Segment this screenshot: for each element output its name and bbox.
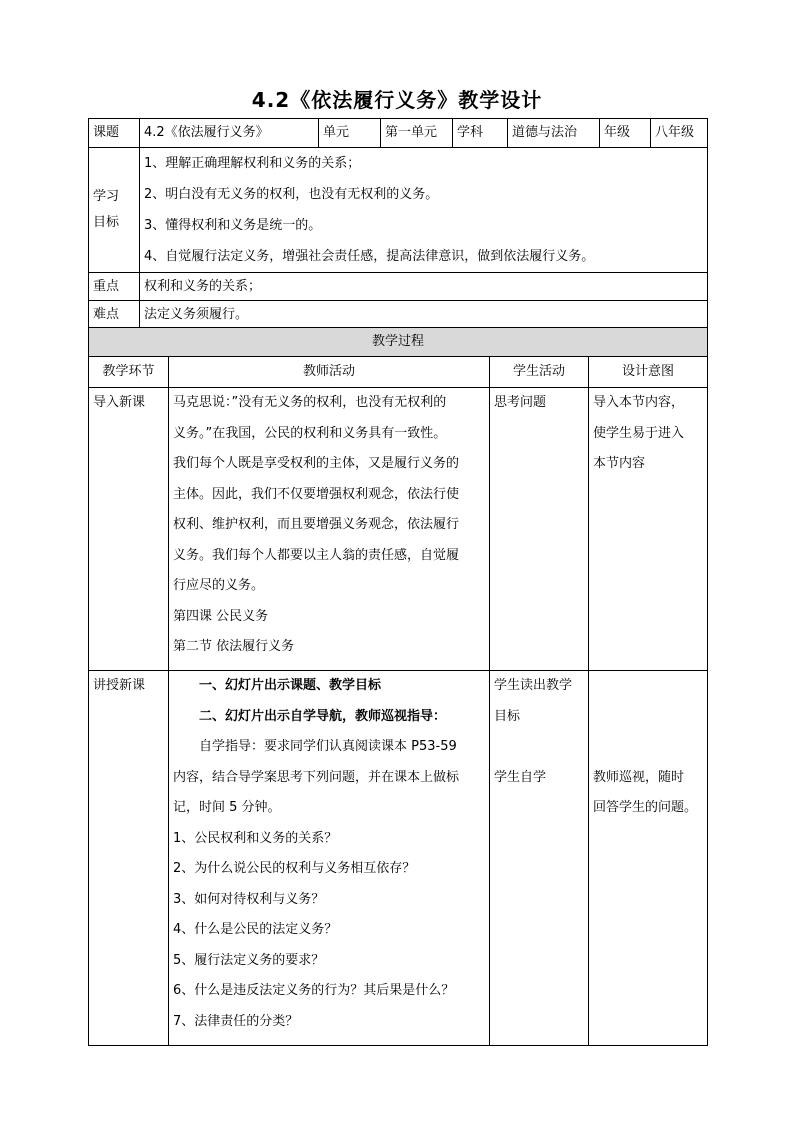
difficulty-label: 难点	[89, 301, 140, 329]
question-item: 2、为什么说公民的权利与义务相互依存？	[173, 861, 416, 876]
intro-design-intent	[589, 388, 708, 671]
key-point-row	[89, 273, 708, 301]
text-line: 义务。我们每个人都要以主人翁的责任感，自觉履	[173, 547, 460, 563]
objectives-label-line: 学习	[93, 189, 120, 204]
process-heading-row	[89, 328, 708, 357]
info-table	[88, 118, 708, 329]
intro-student-activity: 思考问题	[490, 388, 589, 671]
column-header: 教师活动	[169, 357, 490, 388]
text-line: 学生读出教学	[494, 678, 573, 693]
column-header-row	[89, 357, 708, 388]
text-line: 行应尽的义务。	[173, 578, 265, 593]
step-heading: 一、幻灯片出示课题、教学目标	[199, 678, 382, 693]
difficulty-row	[89, 301, 708, 329]
unit-value: 第一单元	[381, 119, 453, 148]
text-line: 主体。因此，我们不仅要增强权利观念，依法行使	[173, 486, 460, 502]
spacer	[494, 732, 584, 763]
question-item: 4、什么是公民的法定义务？	[173, 922, 338, 937]
objective-item: 2、明白没有无义务的权利，也没有无权利的义务。	[144, 187, 439, 202]
intro-stage: 导入新课	[89, 388, 169, 671]
text-line: 义务。”在我国，公民的权利和义务具有一致性。	[173, 425, 447, 441]
question-item: 6、什么是违反法定义务的行为？其后果是什么？	[173, 983, 455, 998]
objectives-list	[140, 148, 708, 273]
objectives-row	[89, 148, 708, 273]
process-heading: 教学过程	[89, 328, 708, 357]
key-point-label: 重点	[89, 273, 140, 301]
text-line: 内容，结合导学案思考下列问题，并在课本上做标	[173, 769, 460, 785]
text-line: 使学生易于进入	[593, 425, 685, 441]
key-point-value: 权利和义务的关系；	[140, 273, 708, 301]
text-line: 我们每个人既是享受权利的主体，又是履行义务的	[173, 456, 460, 471]
course-label: 课题	[89, 119, 140, 148]
grade-label: 年级	[600, 119, 651, 148]
text-line: 本节内容	[593, 456, 646, 471]
lecture-stage: 讲授新课	[89, 671, 169, 1046]
lecture-design-intent	[589, 671, 708, 1046]
text-line: 导入本节内容，	[593, 395, 685, 410]
intro-row	[89, 388, 708, 671]
step-heading: 二、幻灯片出示自学导航，教师巡视指导：	[199, 708, 447, 724]
text-line: 回答学生的问题。	[593, 800, 698, 815]
info-row	[89, 119, 708, 148]
question-item: 5、履行法定义务的要求？	[173, 952, 325, 968]
text-line: 马克思说：”没有无义务的权利，也没有无权利的	[173, 395, 447, 410]
objective-item: 3、懂得权利和义务是统一的。	[144, 218, 322, 233]
unit-label: 单元	[319, 119, 381, 148]
objective-item: 4、自觉履行法定义务，增强社会责任感，提高法律意识，做到依法履行义务。	[144, 249, 595, 264]
text-line: 记，时间 5 分钟。	[173, 800, 281, 815]
lecture-teacher-activity	[169, 671, 490, 1046]
question-item: 3、如何对待权利与义务？	[173, 891, 325, 907]
question-item: 7、法律责任的分类？	[173, 1013, 299, 1029]
text-line: 第二节 依法履行义务	[173, 639, 295, 654]
page-title: 4.2《依法履行义务》教学设计	[251, 88, 543, 112]
question-item: 1、公民权利和义务的关系？	[173, 830, 338, 846]
column-header: 学生活动	[490, 357, 589, 388]
course-value: 4.2《依法履行义务》	[140, 119, 319, 148]
subject-label: 学科	[453, 119, 508, 148]
text-line: 学生自学	[494, 769, 547, 785]
text-line: 目标	[494, 708, 521, 724]
text-line: 教师巡视，随时	[593, 769, 685, 785]
lecture-row	[89, 671, 708, 1046]
column-header: 教学环节	[89, 357, 169, 388]
spacer	[593, 671, 703, 763]
text-line: 权利、维护权利，而且要增强义务观念，依法履行	[173, 517, 460, 532]
difficulty-value: 法定义务须履行。	[140, 301, 708, 329]
objective-item: 1、理解正确理解权利和义务的关系；	[144, 156, 361, 171]
text-line: 自学指导：要求同学们认真阅读课本 P53-59	[199, 739, 457, 754]
lecture-student-activity	[490, 671, 589, 1046]
grade-value: 八年级	[651, 119, 708, 148]
subject-value: 道德与法治	[508, 119, 600, 148]
column-header: 设计意图	[589, 357, 708, 388]
text-line: 第四课 公民义务	[173, 608, 269, 624]
intro-teacher-activity	[169, 388, 490, 671]
objectives-label	[89, 148, 140, 273]
objectives-label-line: 目标	[93, 215, 120, 230]
process-table	[88, 327, 708, 1046]
